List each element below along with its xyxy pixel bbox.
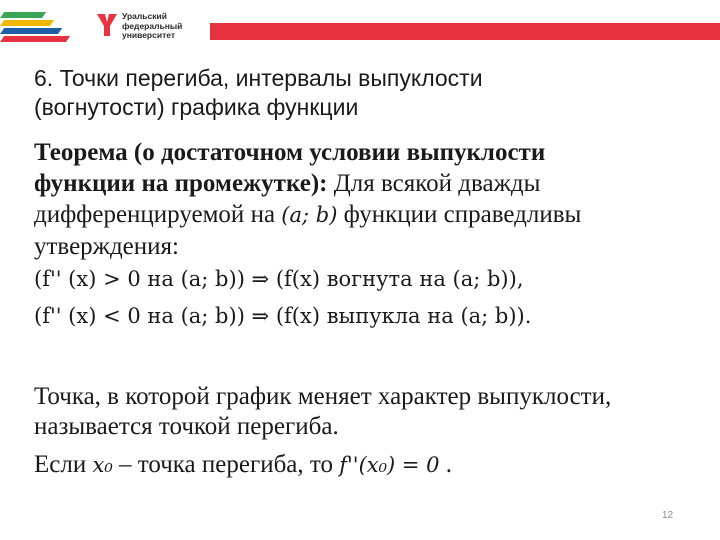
yellow-stripe	[0, 20, 54, 26]
theorem-text-3: функции справедливы	[337, 201, 582, 228]
definition-line2: называется точкой перегиба.	[34, 413, 339, 440]
university-name	[122, 12, 182, 41]
condition-formula: f''(x₀) = 0	[339, 453, 440, 477]
slide-content	[34, 64, 700, 480]
slide-header	[0, 0, 720, 50]
university-name-line3: университет	[122, 30, 176, 40]
theorem-interval: (a; b)	[281, 203, 338, 227]
university-stripes-logo	[0, 12, 80, 44]
theorem-heading-line1: Теорема (о достаточном условии выпуклости	[34, 139, 546, 166]
condition-text-2: – точка перегиба, то	[112, 451, 340, 478]
red-stripe	[0, 36, 70, 42]
formula-concave: (f'' (x) > 0 на (a; b)) ⇒ (f(x) вогнута на (a; b)),	[34, 267, 524, 291]
theorem-text-2: дифференцируемой на	[34, 201, 282, 228]
theorem-block	[34, 137, 700, 332]
blue-stripe	[0, 28, 62, 34]
slide-title	[34, 64, 700, 122]
inflection-condition	[34, 450, 700, 480]
urfu-emblem-icon	[96, 13, 118, 37]
condition-end: .	[439, 451, 453, 478]
formula-convex: (f'' (x) < 0 на (a; b)) ⇒ (f(x) выпукла на (a; b)).	[34, 304, 532, 328]
condition-x0: x₀	[92, 453, 113, 477]
theorem-text-1: Для всякой дважды	[327, 170, 541, 197]
definition-line1: Точка, в которой график меняет характер выпуклости,	[34, 383, 612, 410]
university-name-line1: Уральский	[122, 11, 167, 21]
slide-title-line1: 6. Точки перегиба, интервалы выпуклости	[34, 65, 483, 91]
page-number: 12	[662, 510, 674, 521]
theorem-text-4: утверждения:	[34, 233, 179, 260]
header-red-bar	[210, 23, 720, 40]
condition-text-1: Если	[34, 451, 93, 478]
inflection-definition	[34, 382, 700, 442]
university-name-line2: федеральный	[122, 20, 183, 31]
green-stripe	[0, 12, 46, 18]
theorem-heading-line2: функции на промежутке):	[34, 170, 328, 197]
slide-title-line2: (вогнутости) графика функции	[34, 94, 359, 120]
